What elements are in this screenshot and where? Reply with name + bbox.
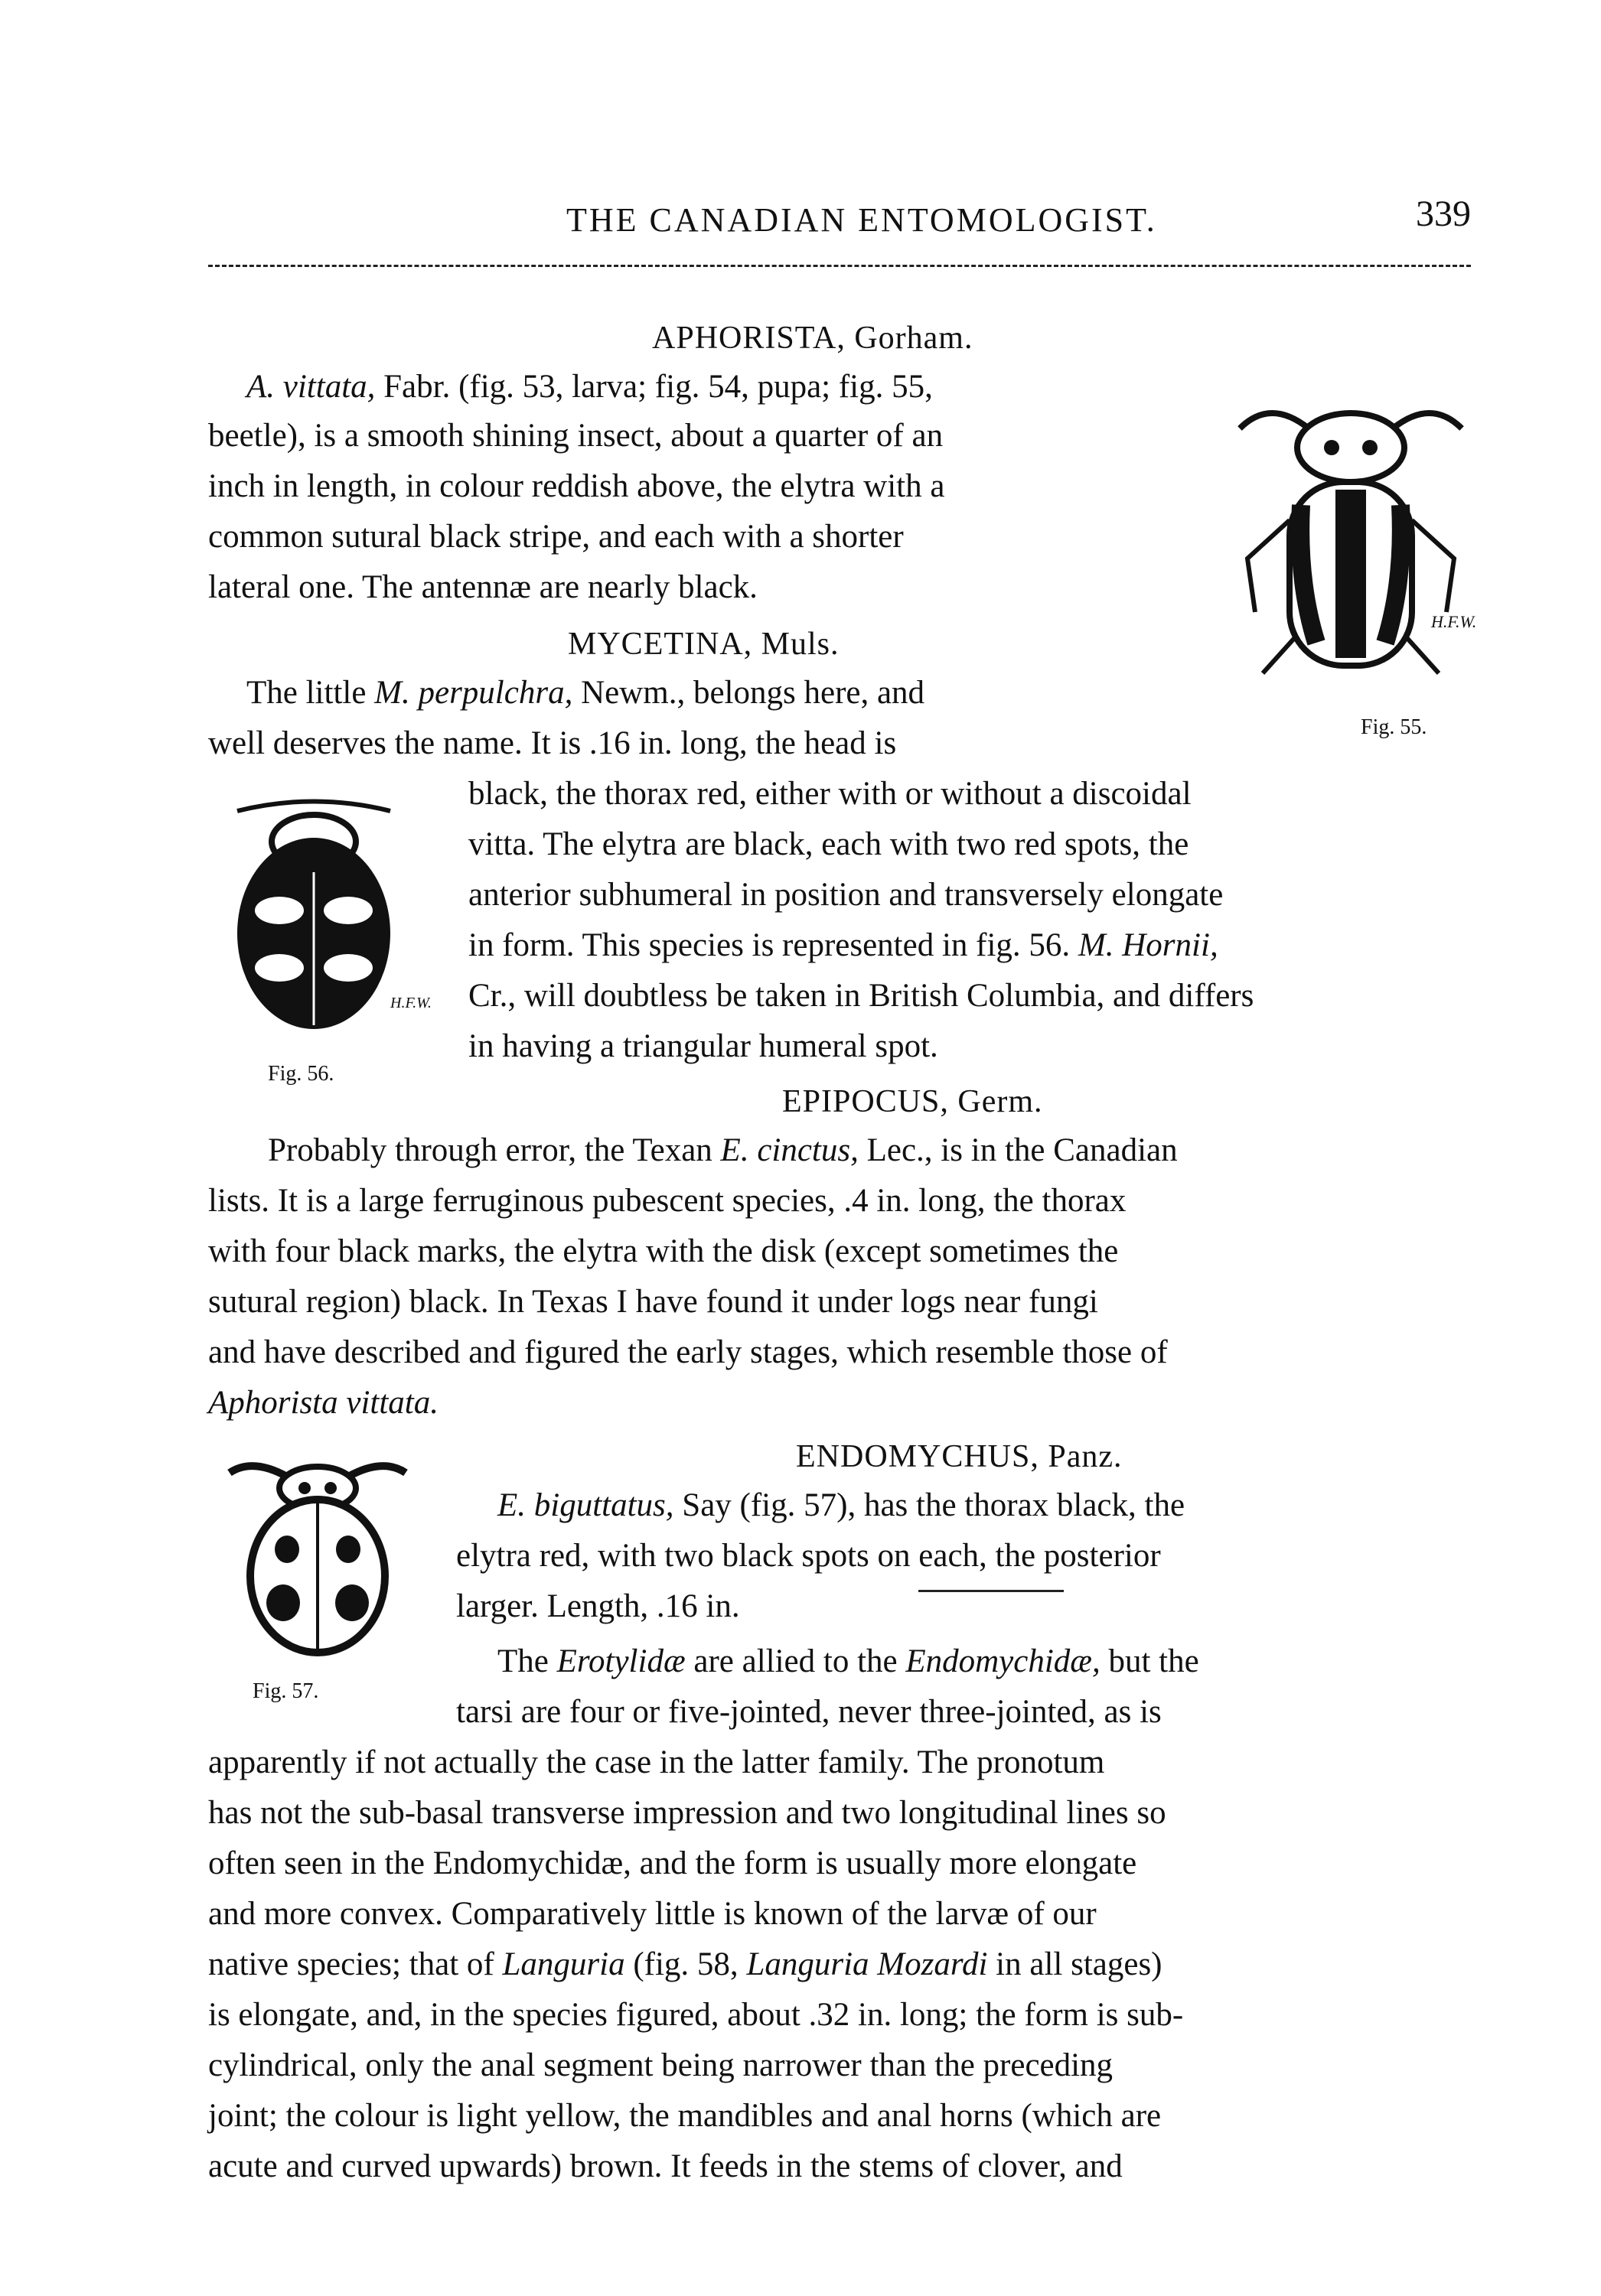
mycetina-line-7: Cr., will doubtless be taken in British Columbia, and differs: [468, 978, 1254, 1014]
text-span: Lec., is in the Canadian: [858, 1132, 1178, 1168]
text-span: The: [497, 1643, 557, 1679]
heading-endomychus: ENDOMYCHUS, Panz.: [796, 1439, 1123, 1474]
figure-57-caption: Fig. 57.: [253, 1679, 319, 1703]
mycetina-line-5: anterior subhumeral in position and transversely elongate: [468, 877, 1224, 913]
heading-aphorista: APHORISTA, Gorham.: [652, 321, 973, 356]
header-rule: [208, 265, 1471, 267]
erotylidae-line-8: is elongate, and, in the species figured, about .32 in. long; the form is sub-: [208, 1997, 1184, 2033]
figure-55-caption: Fig. 55.: [1361, 715, 1427, 739]
aphorista-line-4: common sutural black stripe, and each with a shorter: [208, 519, 904, 555]
text-span: Fabr. (fig. 53, larva; fig. 54, pupa; fig. 55,: [375, 369, 933, 405]
mycetina-line-8: in having a triangular humeral spot.: [468, 1028, 938, 1064]
species-name: E. cinctus,: [720, 1132, 859, 1168]
erotylidae-line-4: has not the sub-basal transverse impression and two longitudinal lines so: [208, 1795, 1166, 1831]
erotylidae-line-6: and more convex. Comparatively little is known of the larvæ of our: [208, 1896, 1097, 1932]
erotylidae-line-5: often seen in the Endomychidæ, and the form is usually more elongate: [208, 1845, 1137, 1881]
text-span: Say (fig. 57), has the thorax black, the: [673, 1487, 1185, 1523]
epipocus-line-5: and have described and figured the early stages, which resemble those of: [208, 1334, 1168, 1370]
mycetina-line-4: vitta. The elytra are black, each with two red spots, the: [468, 826, 1189, 862]
aphorista-line-1: [246, 370, 933, 403]
text-span: Probably through error, the Texan: [268, 1132, 721, 1168]
text-span: are allied to the: [685, 1643, 906, 1679]
epipocus-line-4: sutural region) black. In Texas I have found it under logs near fungi: [208, 1284, 1098, 1320]
text-span: but the: [1100, 1643, 1199, 1679]
text-span: in all stages): [987, 1946, 1162, 1982]
figure-56-initials: H.F.W.: [390, 995, 432, 1011]
figure-56-mycetina-beetle: [214, 796, 432, 1033]
taxon-name: Endomychidæ,: [905, 1643, 1100, 1679]
erotylidae-line-3: apparently if not actually the case in the latter family. The pronotum: [208, 1744, 1105, 1780]
text-span: The little: [246, 675, 375, 711]
page-number: 339: [1416, 194, 1471, 234]
erotylidae-line-1: [497, 1645, 1199, 1678]
species-name: Aphorista vittata.: [208, 1385, 439, 1421]
text-span: native species; that of: [208, 1946, 503, 1982]
erotylidae-line-9: cylindrical, only the anal segment being narrower than the preceding: [208, 2047, 1114, 2083]
figure-56-caption: Fig. 56.: [268, 1062, 334, 1086]
text-span: Newm., belongs here, and: [572, 675, 925, 711]
mycetina-line-3: black, the thorax red, either with or without a discoidal: [468, 776, 1192, 812]
species-name: M. Hornii,: [1078, 927, 1218, 963]
erotylidae-line-2: tarsi are four or five-jointed, never three-jointed, as is: [456, 1694, 1162, 1730]
aphorista-line-3: inch in length, in colour reddish above, the elytra with a: [208, 468, 945, 504]
figure-55-initials: H.F.W.: [1431, 612, 1477, 631]
erotylidae-line-11: acute and curved upwards) brown. It feeds in the stems of clover, and: [208, 2148, 1123, 2184]
species-name: E. biguttatus,: [497, 1487, 674, 1523]
epipocus-line-1: [268, 1134, 1178, 1167]
figure-57-endomychus-beetle: [222, 1446, 413, 1660]
epipocus-line-6: [208, 1386, 439, 1419]
mycetina-line-2: well deserves the name. It is .16 in. long, the head is: [208, 725, 897, 761]
figure-55-aphorista-beetle: [1224, 383, 1477, 704]
text-span: (fig. 58,: [624, 1946, 747, 1982]
text-span: in form. This species is represented in fig. 56.: [468, 927, 1078, 963]
epipocus-line-2: lists. It is a large ferruginous pubescent species, .4 in. long, the thorax: [208, 1183, 1127, 1219]
endomychus-line-2: elytra red, with two black spots on each, the posterior: [456, 1538, 1161, 1574]
taxon-name: Erotylidæ: [556, 1643, 686, 1679]
heading-epipocus: EPIPOCUS, Germ.: [782, 1084, 1043, 1119]
taxon-name: Languria: [502, 1946, 625, 1982]
species-name: A. vittata,: [246, 369, 376, 405]
erotylidae-line-7: [208, 1948, 1162, 1981]
erotylidae-line-10: joint; the colour is light yellow, the mandibles and anal horns (which are: [208, 2098, 1162, 2134]
running-title: THE CANADIAN ENTOMOLOGIST.: [566, 201, 1157, 239]
endomychus-line-1: [497, 1489, 1185, 1522]
aphorista-line-2: beetle), is a smooth shining insect, about a quarter of an: [208, 418, 944, 454]
mycetina-line-1: [246, 676, 924, 709]
taxon-name: Languria Mozardi: [746, 1946, 988, 1982]
species-name: M. perpulchra,: [374, 675, 573, 711]
aphorista-line-5: lateral one. The antennæ are nearly black.: [208, 569, 758, 605]
section-divider: [918, 1590, 1064, 1592]
endomychus-line-3: larger. Length, .16 in.: [456, 1588, 740, 1624]
heading-mycetina: MYCETINA, Muls.: [568, 627, 840, 662]
mycetina-line-6: [468, 929, 1218, 962]
epipocus-line-3: with four black marks, the elytra with the disk (except sometimes the: [208, 1233, 1119, 1269]
